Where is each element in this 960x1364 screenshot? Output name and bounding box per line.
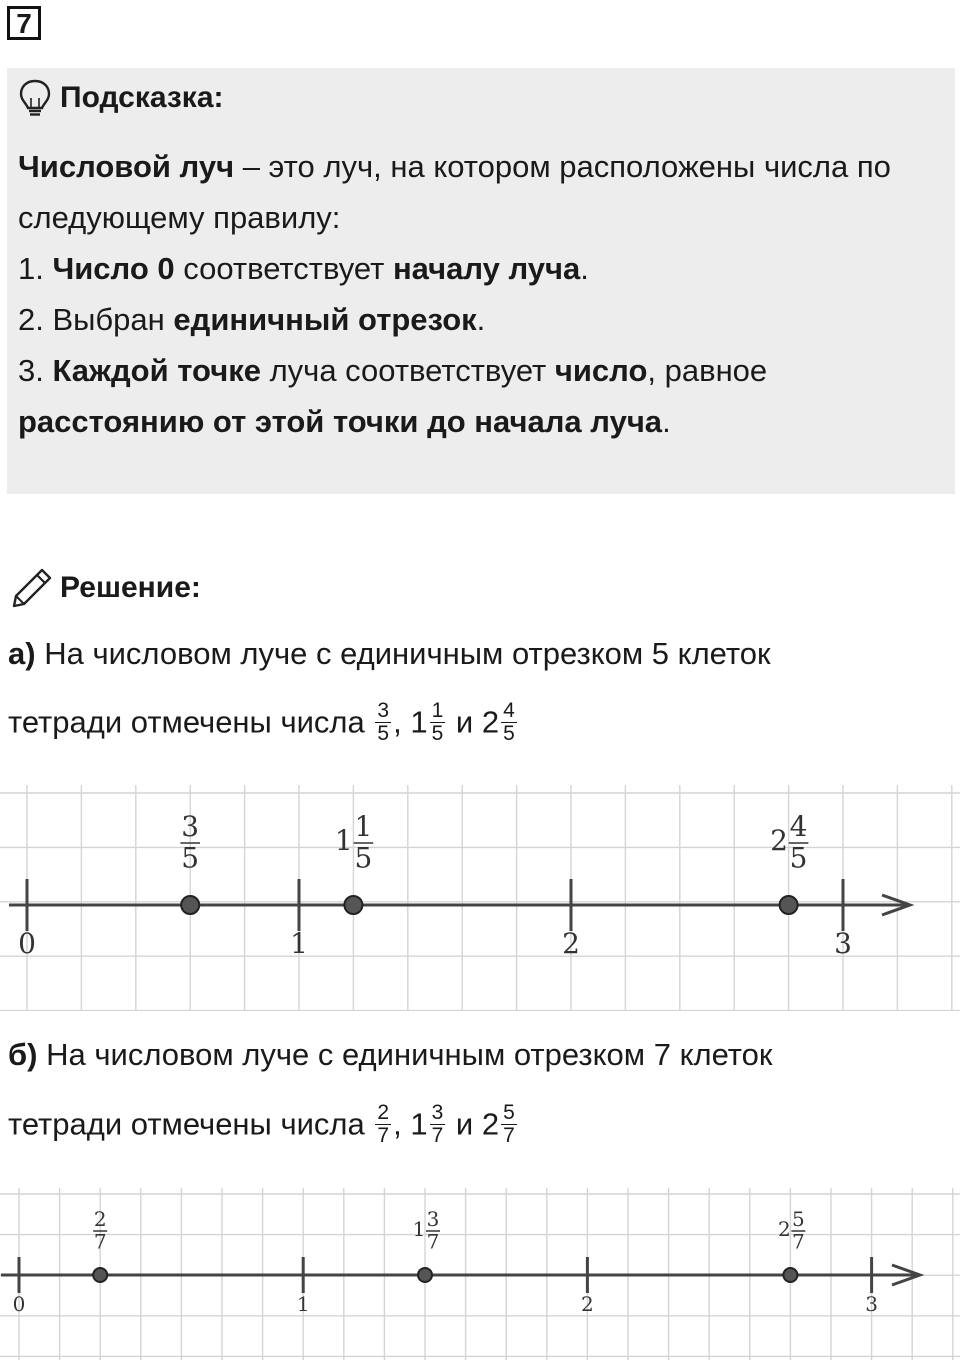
part-a-text2: тетради отмечены числа [8,704,365,740]
part-a-text1: На числовом луче с единичным отрезком 5 клеток [44,636,771,671]
point-marker [783,1268,797,1282]
point-label [335,810,373,875]
point-label-whole: 1 [412,1217,426,1241]
point-label-denominator: 7 [426,1229,440,1254]
hint-text-run: соответствует [174,251,393,286]
lightbulb-icon [18,78,52,118]
tick-label: 2 [562,927,580,960]
point-label-whole: 1 [334,824,353,857]
part-b-text2: тетради отмечены числа [8,1106,365,1142]
hint-text-run: 2. Выбран [18,302,174,337]
grid [0,785,960,1011]
part-b-fraction-2: $\frac{3}{7}$ [431,1101,444,1147]
part-b-fraction-3: $\frac{5}{7}$ [503,1101,515,1147]
point-label [413,1207,440,1254]
point-label-denominator: 7 [93,1229,107,1254]
point-label-whole: 2 [778,1217,791,1241]
point-marker [93,1268,107,1282]
part-a-fraction-2: $\frac{1}{5}$ [431,699,444,745]
part-b-text1: На числовом луче с единичным отрезком 7 клеток [46,1037,773,1072]
point-label-denominator: 5 [181,841,200,875]
point-label-denominator: 7 [792,1229,805,1254]
hint-bold-text: началу луча [392,251,581,286]
hint-text-run: . [580,251,589,286]
hint-bold-text: Число 0 [52,251,175,286]
hint-bold-text: единичный отрезок [173,302,477,337]
number-line-b [0,1188,960,1360]
point-label-denominator: 5 [354,841,373,875]
part-a-label: а) [8,636,36,671]
hint-text-run: 3. [18,353,53,388]
point-label [770,810,808,875]
point-label-numerator: 1 [354,810,373,843]
tick-label: 1 [290,927,308,960]
tick-label: 0 [18,927,36,960]
part-b-fraction-1: $\frac{2}{7}$ [377,1101,390,1147]
part-a-fraction-3: $\frac{4}{5}$ [503,699,515,745]
tick-label: 3 [834,927,852,960]
point-label-numerator: 3 [181,810,200,843]
point-marker [418,1268,432,1282]
hint-paragraph [18,243,948,294]
point-label [778,1207,805,1254]
part-b-line2: тетради отмечены числа $\frac{2}{7}$ , 1 $\frac{3}{7}$ и 2 $\frac{5}{7}$ [8,1101,515,1147]
hint-text-run: – это луч, на котором расположены числа по следующему правилу: [18,149,891,235]
point-marker [344,896,362,914]
hint-paragraph [18,294,948,345]
solution-header [10,566,201,610]
hint-paragraph [18,345,948,447]
part-b-line1 [8,1037,772,1073]
tick-label: 3 [865,1292,878,1316]
hint-title: Подсказка: [60,81,224,114]
hint-bold-text: Числовой луч [18,149,235,184]
hint-paragraph [18,141,948,243]
hint-bold-text: Каждой точке [52,353,261,388]
point-label-numerator: 5 [792,1207,805,1231]
task-number: 7 [7,6,41,40]
pencil-icon [10,566,54,610]
point-label-numerator: 4 [789,810,808,843]
part-a-line1 [8,636,771,672]
hint-header [18,78,224,118]
point-label-denominator: 5 [789,841,808,875]
hint-text-run: . [662,404,671,439]
tick-label: 2 [581,1292,594,1316]
tick-label: 1 [296,1292,310,1316]
point-marker [181,896,199,914]
hint-text [18,141,948,447]
point-label [93,1207,107,1254]
hint-bold-text: расстоянию от этой точки до начала луча [18,404,663,439]
number-line-a [0,785,960,1011]
hint-text-run: 1. [18,251,53,286]
hint-text-run: луча соответствует [260,353,555,388]
point-label-whole: 2 [770,824,788,857]
tick-label: 0 [12,1292,26,1316]
point-label [180,810,200,875]
part-a-fraction-1: $\frac{3}{5}$ [377,699,390,745]
part-b-label: б) [8,1037,38,1072]
part-a-line2: тетради отмечены числа $\frac{3}{5}$ , 1 $\frac{1}{5}$ и 2 $\frac{4}{5}$ [8,699,515,745]
point-label-numerator: 2 [93,1207,107,1231]
point-label-numerator: 3 [426,1207,440,1231]
point-marker [780,896,798,914]
solution-title: Решение: [60,571,201,604]
hint-bold-text: число [554,353,648,388]
hint-text-run: , равное [647,353,768,388]
hint-text-run: . [476,302,486,337]
